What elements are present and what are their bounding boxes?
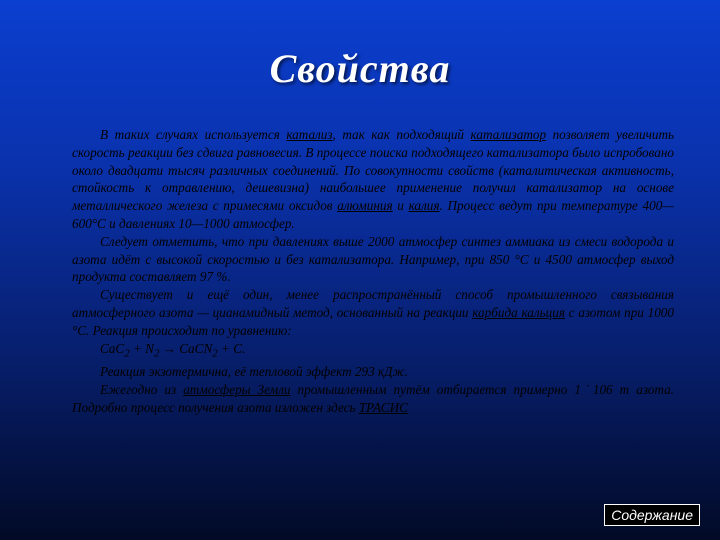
link-katalizator[interactable]: катализатор bbox=[470, 127, 547, 142]
text-segment: Существует и ещё один, менее распространённый способ промышленного связывания атмосферного азота — цианамидный метод, основанный на реакции bbox=[72, 287, 674, 320]
eq-part: CaC bbox=[100, 340, 125, 356]
slide-body bbox=[72, 126, 674, 416]
paragraph-annual bbox=[72, 381, 674, 417]
eq-subscript: 2 bbox=[212, 347, 218, 360]
paragraph-exothermic: Реакция экзотермична, её тепловой эффект 293 кДж. bbox=[100, 364, 409, 379]
link-earth-atmosphere[interactable]: атмосферы Земли bbox=[183, 381, 291, 397]
paragraph-high-pressure: Следует отметить, что при давлениях выше 2000 атмосфер синтез аммиака из смеси водорода и азота идёт с высокой скоростью и без катализатора. Например, при 850 °C и 4500 атмосфер выход продукта составляет 97 %. bbox=[72, 233, 674, 285]
eq-subscript: 2 bbox=[124, 347, 130, 360]
eq-part: → CaCN bbox=[159, 340, 213, 356]
text-segment: В таких случаях используется bbox=[100, 127, 287, 142]
eq-part: + C. bbox=[217, 340, 246, 356]
reaction-equation bbox=[72, 340, 674, 363]
slide-title: Свойства bbox=[269, 46, 451, 91]
text-segment: позволяет увеличить скорость реакции без сдвига равновесия. В процессе поиска подходящего катализатора было испробовано около двадцати тысяч различных соединений. По совокупности свойств (каталитическая активность, стойкость к отравлению, дешевизна) наибольшее применение получил катализатор на основе металлического железа с примесями оксидов bbox=[72, 127, 674, 214]
text-segment: , так как подходящий bbox=[332, 127, 471, 142]
link-kalium[interactable]: калия bbox=[408, 198, 440, 214]
text-segment: . Процесс ведут при температуре 400—600°C и давлениях 10—1000 атмосфер. bbox=[72, 198, 675, 231]
eq-part: + N bbox=[129, 340, 154, 356]
text-segment: промышленным путём отбирается примерно 1˙106 т азота. Подробно процесс получения азота изложен здесь bbox=[72, 381, 674, 415]
link-kataliz[interactable]: катализ bbox=[286, 127, 333, 142]
eq-subscript: 2 bbox=[153, 347, 160, 360]
paragraph-cyanamide bbox=[72, 286, 674, 339]
link-calcium-carbide[interactable]: карбида кальция bbox=[472, 304, 565, 320]
text-segment: Ежегодно из bbox=[100, 381, 184, 397]
contents-button[interactable]: Содержание bbox=[604, 504, 700, 526]
link-aluminium[interactable]: алюминия bbox=[337, 198, 393, 214]
text-segment: с азотом при 1000 °C. Реакция происходит по уравнению: bbox=[72, 304, 674, 338]
text-segment: и bbox=[392, 198, 409, 214]
paragraph-catalysis bbox=[72, 126, 674, 233]
link-trasis[interactable]: ТРАСИС bbox=[358, 399, 408, 415]
